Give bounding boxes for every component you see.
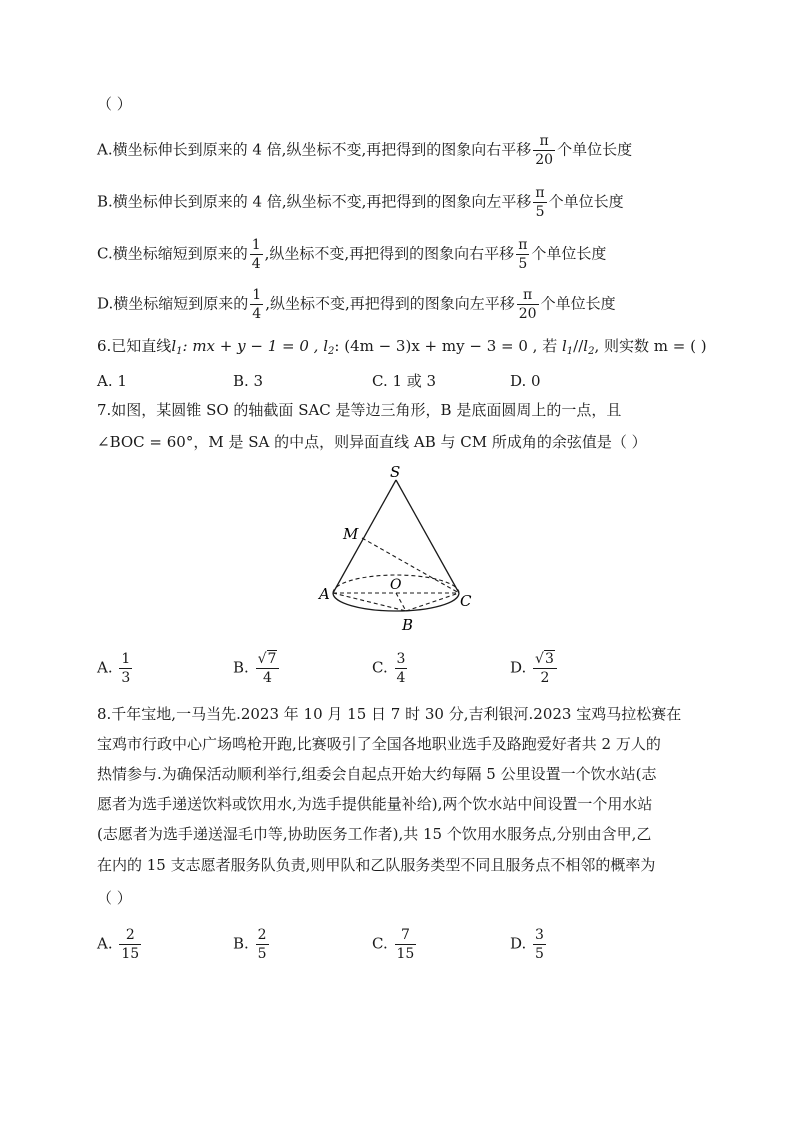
q7-stem-line2: ∠BOC = 60°，M 是 SA 的中点，则异面直线 AB 与 CM 所成角的余弦值是（ ） (97, 433, 647, 451)
q8-option-c: C. $\frac{7}{15}$ (372, 927, 415, 962)
q5-option-b-fraction: $\frac{\pi}{5}$ (535, 185, 545, 220)
q5-option-c-text: C.横坐标缩短到原来的 (97, 244, 248, 263)
q5-option-b: B.横坐标伸长到原来的 4 倍,纵坐标不变,再把得到的图象向左平移 $\frac{\pi}{5}$ 个单位长度 (97, 185, 624, 220)
q5-option-b-text: B.横坐标伸长到原来的 4 倍,纵坐标不变,再把得到的图象向左平移 (97, 192, 532, 211)
q5-option-d-fraction: $\frac{\pi}{20}$ (518, 287, 537, 322)
segment-ob (396, 593, 406, 611)
label-a: A (319, 585, 330, 603)
q5-option-d-scale-fraction: $\frac{1}{4}$ (252, 287, 262, 322)
q6-option-c: C. 1 或 3 (372, 372, 437, 390)
segment-mc (362, 538, 459, 593)
q8-line-2: 宝鸡市行政中心广场鸣枪开跑,比赛吸引了全国各地职业选手及路跑爱好者共 2 万人的 (97, 735, 661, 753)
label-m: M (343, 525, 359, 543)
cone-edge-sc (396, 480, 459, 593)
segment-ab (333, 593, 406, 611)
q5-option-a: A.横坐标伸长到原来的 4 倍,纵坐标不变,再把得到的图象向右平移 $\frac{\pi}{20}$ 个单位长度 (97, 133, 633, 168)
q5-option-d: D.横坐标缩短到原来的 $\frac{1}{4}$ ,纵坐标不变,再把得到的图象向左平移 $\frac{\pi}{20}$ 个单位长度 (97, 287, 616, 322)
q6-option-b: B. 3 (233, 372, 264, 390)
label-s: S (390, 463, 401, 481)
q5-option-c: C.横坐标缩短到原来的 $\frac{1}{4}$ ,纵坐标不变,再把得到的图象向右平移 $\frac{\pi}{5}$ 个单位长度 (97, 237, 607, 272)
q6-option-d: D. 0 (510, 372, 541, 390)
q8-line-3: 热情参与.为确保活动顺利举行,组委会自起点开始大约每隔 5 公里设置一个饮水站(志 (97, 765, 657, 783)
label-b: B (402, 616, 414, 634)
q8-option-d: D. $\frac{3}{5}$ (510, 927, 544, 962)
q6-option-a: A. 1 (97, 372, 127, 390)
q7-option-c: C. $\frac{3}{4}$ (372, 651, 406, 686)
q5-option-a-fraction: $\frac{\pi}{20}$ (535, 133, 554, 168)
q6-stem: 6.已知直线$l_1$: mx + y − 1 = 0 , $l_2$: (4m − 3)x + my − 3 = 0 , 若 $l_1//l_2$, 则实数 m = ( ) (97, 337, 707, 357)
q5-option-d-text: D.横坐标缩短到原来的 (97, 294, 249, 313)
q8-option-a: A. $\frac{2}{15}$ (97, 927, 140, 962)
q8-line-1: 8.千年宝地,一马当先.2023 年 10 月 15 日 7 时 30 分,吉利银河.2023 宝鸡马拉松赛在 (97, 705, 682, 723)
q8-line-6: 在内的 15 支志愿者服务队负责,则甲队和乙队服务类型不同且服务点不相邻的概率为 (97, 856, 656, 874)
cone-figure (310, 458, 490, 638)
q5-option-a-text: A.横坐标伸长到原来的 4 倍,纵坐标不变,再把得到的图象向右平移 (97, 140, 532, 159)
blank-paren: （ ） (97, 95, 132, 113)
label-o: O (390, 577, 402, 593)
q8-line-5: (志愿者为选手递送湿毛巾等,协助医务工作者),共 15 个饮用水服务点,分别由含甲,乙 (97, 825, 652, 843)
q5-option-c-scale-fraction: $\frac{1}{4}$ (251, 237, 261, 272)
label-c: C (460, 592, 472, 610)
q5-option-c-fraction: $\frac{\pi}{5}$ (518, 237, 528, 272)
q7-stem-line1: 7.如图，某圆锥 SO 的轴截面 SAC 是等边三角形，B 是底面圆周上的一点，且 (97, 401, 622, 419)
q8-paren: （ ） (97, 889, 132, 907)
q8-option-b: B. $\frac{2}{5}$ (233, 927, 267, 962)
q7-option-b: B. $\frac{√7}{4}$ (233, 652, 281, 685)
q7-option-a: A. $\frac{1}{3}$ (97, 651, 131, 686)
q8-line-4: 愿者为选手递送饮料或饮用水,为选手提供能量补给),两个饮水站中间设置一个用水站 (97, 795, 653, 813)
q7-option-d: D. $\frac{√3}{2}$ (510, 652, 559, 685)
